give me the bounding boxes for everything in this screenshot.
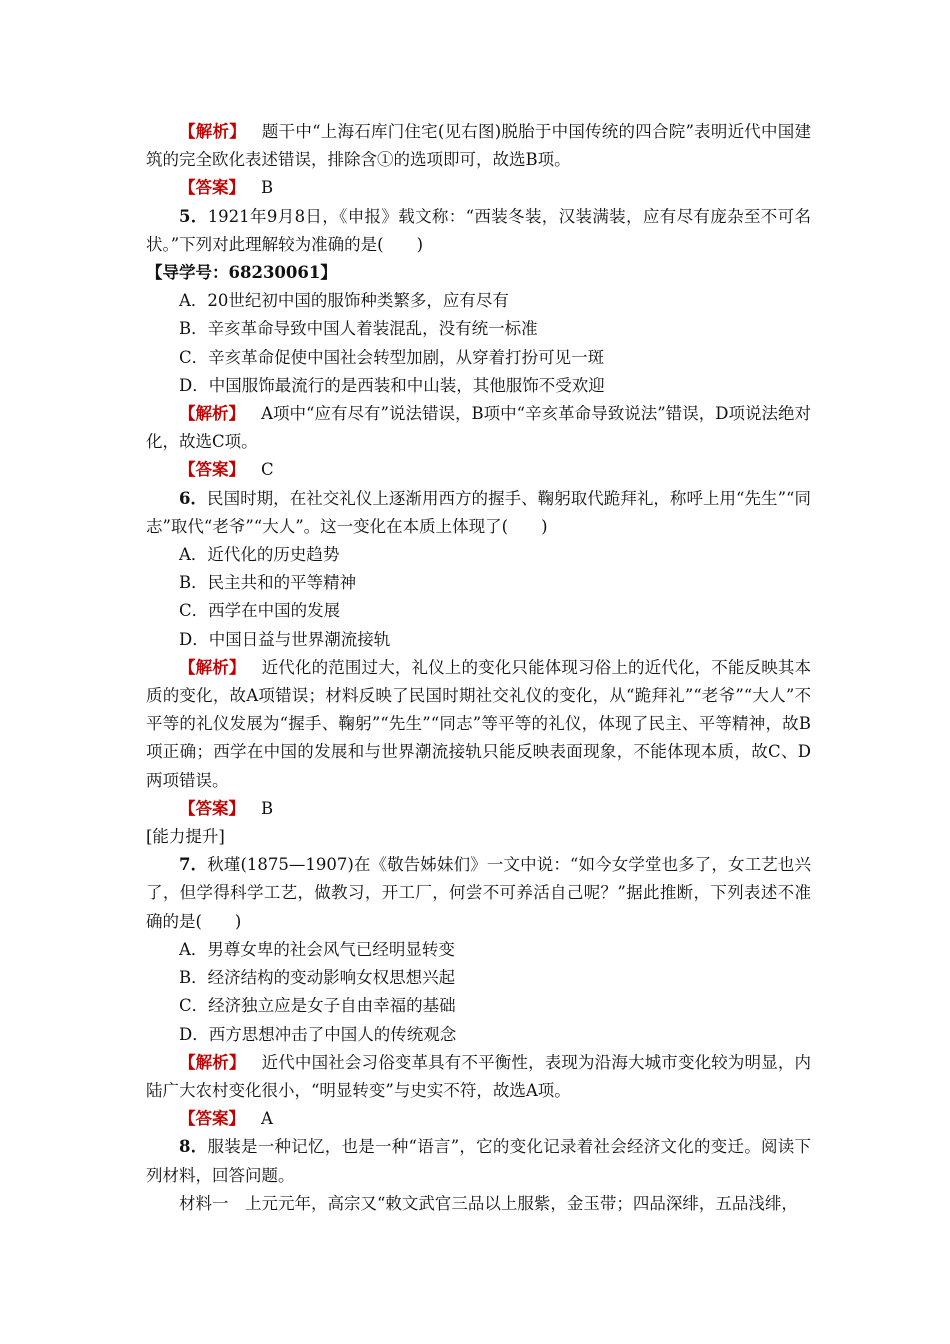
- option-b: B．辛亥革命导致中国人着装混乱，没有统一标准: [179, 319, 538, 339]
- question-number: 6．: [179, 488, 208, 508]
- answer-text: B: [261, 798, 274, 818]
- analysis-text: 题干中“上海石库门住宅(见右图)脱胎于中国传统的四合院”表明近代中国建筑的完全欧化表述错误，排除含①的选项即可，故选B项。: [146, 122, 811, 170]
- question-number: 7．: [179, 855, 208, 875]
- analysis-label: 【解析】: [179, 404, 246, 424]
- section-heading: [能力提升]: [146, 827, 225, 847]
- answer-paragraph-q4: [146, 174, 811, 202]
- option-c: C．辛亥革命促使中国社会转型加剧，从穿着打扮可见一斑: [179, 347, 605, 367]
- question-7: [146, 851, 811, 936]
- option-b: B．民主共和的平等精神: [179, 573, 357, 593]
- answer-paragraph-q7: [146, 1105, 811, 1133]
- question-number: 5．: [179, 206, 208, 226]
- answer-label: 【答案】: [179, 178, 245, 198]
- analysis-label: 【解析】: [179, 122, 246, 141]
- analysis-label: 【解析】: [179, 1052, 246, 1072]
- reference-number: 【导学号：68230061】: [146, 263, 337, 283]
- option-c: C．西学在中国的发展: [179, 601, 341, 621]
- analysis-paragraph-q5: [146, 400, 811, 456]
- question-8: [146, 1133, 811, 1189]
- answer-text: A: [261, 1109, 273, 1129]
- option-b: B．经济结构的变动影响女权思想兴起: [179, 968, 456, 988]
- option-a: A．近代化的历史趋势: [179, 545, 340, 565]
- analysis-text: 近代化的范围过大，礼仪上的变化只能体现习俗上的近代化，不能反映其本质的变化，故A项错误；材料反映了民国时期社交礼仪的变化，从“跪拜礼”“老爷”“大人”不平等的礼仪发展为“握手、鞠躬”“先生”“同志”等平等的礼仪，体现了民主、平等精神，故B项正确；西学在中国的发展和与世界潮流接轨只能反映表面现象，不能体现本质，故C、D两项错误。: [146, 657, 812, 790]
- analysis-text: A项中“应有尽有”说法错误，B项中“辛亥革命导致说法”错误，D项说法绝对化，故选C项。: [146, 404, 812, 452]
- answer-label: 【答案】: [179, 460, 245, 480]
- option-a: A．男尊女卑的社会风气已经明显转变: [179, 939, 455, 959]
- analysis-label: 【解析】: [179, 657, 246, 677]
- option-d: D．中国日益与世界潮流接轨: [179, 629, 391, 649]
- question-5: [146, 203, 811, 259]
- question-6: [146, 485, 811, 541]
- analysis-paragraph-q7: [146, 1049, 811, 1105]
- answer-text: C: [261, 460, 274, 480]
- answer-label: 【答案】: [179, 798, 245, 818]
- question-text: 1921年9月8日，《申报》载文称：“西装冬装，汉装满装，应有尽有庞杂至不可名状。”下列对此理解较为准确的是( ): [146, 206, 811, 254]
- option-d: D．中国服饰最流行的是西装和中山装，其他服饰不受欢迎: [179, 375, 605, 395]
- page-content: [146, 118, 811, 1218]
- analysis-paragraph-q4: [146, 118, 811, 174]
- answer-label: 【答案】: [179, 1109, 245, 1129]
- question-number: 8．: [179, 1137, 208, 1157]
- question-text: 服装是一种记忆，也是一种“语言”，它的变化记录着社会经济文化的变迁。阅读下列材料，回答问题。: [146, 1137, 812, 1185]
- answer-paragraph-q6: [146, 795, 811, 823]
- answer-paragraph-q5: [146, 456, 811, 484]
- option-d: D．西方思想冲击了中国人的传统观念: [179, 1024, 457, 1044]
- material-one: 材料一 上元元年，高宗又“敕文武官三品以上服紫，金玉带；四品深绯，五品浅绯，: [179, 1193, 798, 1213]
- option-a: A．20世纪初中国的服饰种类繁多，应有尽有: [179, 291, 509, 311]
- analysis-paragraph-q6: [146, 654, 811, 795]
- option-c: C．经济独立应是女子自由幸福的基础: [179, 996, 456, 1016]
- question-text: 民国时期，在社交礼仪上逐渐用西方的握手、鞠躬取代跪拜礼，称呼上用“先生”“同志”取代“老爷”“大人”。这一变化在本质上体现了( ): [146, 488, 811, 536]
- analysis-text: 近代中国社会习俗变革具有不平衡性，表现为沿海大城市变化较为明显，内陆广大农村变化很小，“明显转变”与史实不符，故选A项。: [146, 1052, 812, 1100]
- question-text: 秋瑾(1875—1907)在《敬告姊妹们》一文中说：“如今女学堂也多了，女工艺也兴了，但学得科学工艺，做教习，开工厂，何尝不可养活自己呢？”据此推断，下列表述不准确的是( ): [146, 855, 811, 931]
- answer-text: B: [261, 178, 274, 198]
